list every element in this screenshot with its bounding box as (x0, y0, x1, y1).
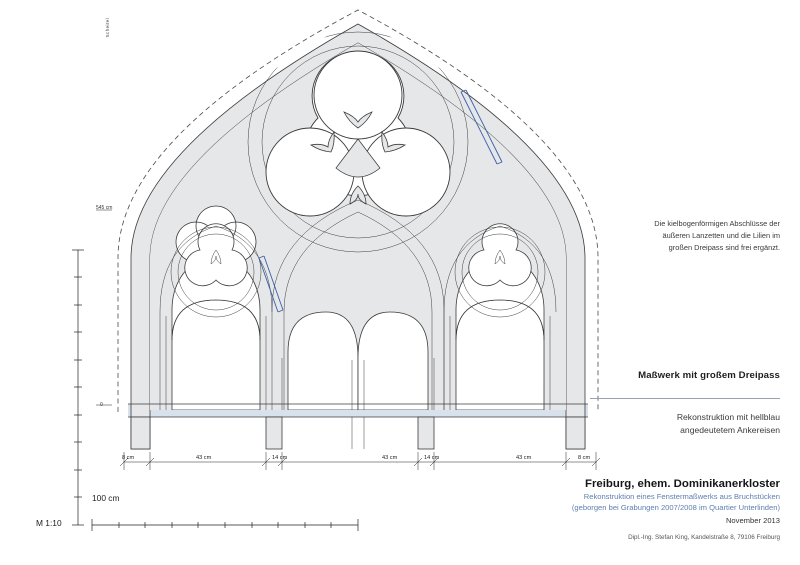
caption-title: Maßwerk mit großem Dreipass (638, 370, 780, 381)
vertical-scale (72, 210, 112, 525)
lower-piers (131, 417, 585, 449)
zero-dimension-label: 0 (100, 402, 103, 408)
title-date: November 2013 (725, 516, 780, 525)
dim-label-6: 8 cm (578, 455, 591, 461)
caption-divider (590, 398, 780, 399)
title-sub-2: (geborgen bei Grabungen 2007/2008 im Quartier Unterlinden) (571, 502, 780, 512)
dim-label-5: 43 cm (516, 455, 532, 461)
dim-label-0: 8 cm (122, 455, 135, 461)
title-author: Dipl.-Ing. Stefan King, Kandelstraße 8, 79106 Freiburg (628, 534, 780, 541)
caption-subtitle-block (560, 404, 780, 437)
note-line-2: äußeren Lanzetten und die Lilien im (662, 231, 780, 240)
tracery-stone-body (128, 24, 588, 449)
dim-label-2: 14 cm (272, 455, 288, 461)
height-dimension-label: 545 cm (96, 205, 113, 211)
caption-sub-line-1: Rekonstruktion mit hellblau (676, 412, 780, 422)
dim-label-1: 43 cm (196, 455, 212, 461)
title-block (480, 478, 780, 541)
caption-block (560, 370, 780, 381)
note-line-3: großen Dreipass sind frei ergänzt. (668, 243, 780, 252)
dim-label-3: 43 cm (382, 455, 398, 461)
title-main: Freiburg, ehem. Dominikanerkloster (585, 478, 780, 490)
dim-label-4: 14 cm (424, 455, 440, 461)
scale-bar-label: 100 cm (92, 493, 120, 503)
note-line-1: Die kielbogenförmigen Abschlüsse der (654, 219, 780, 228)
title-sub-1: Rekonstruktion eines Fenstermaßwerks aus Bruchstücken (583, 492, 780, 501)
scale-label: M 1:10 (36, 518, 62, 528)
caption-sub-line-2: angedeutetem Ankereisen (680, 425, 780, 435)
explanatory-note (600, 218, 780, 254)
scale-bar (92, 519, 358, 531)
vertical-axis-label: Scheitel (105, 18, 110, 38)
